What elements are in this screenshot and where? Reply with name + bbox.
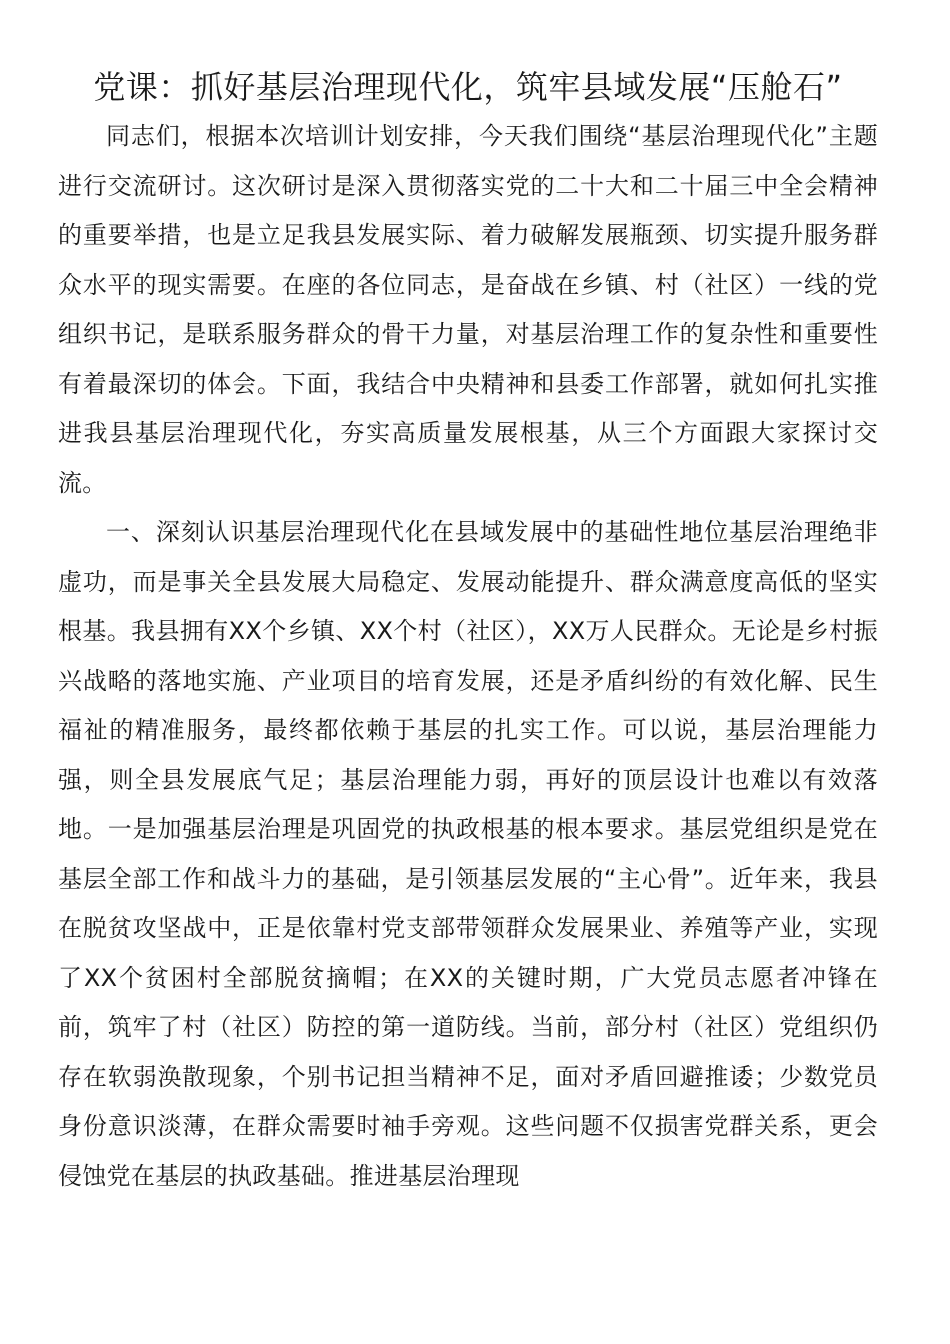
paragraph-section-one: 一、深刻认识基层治理现代化在县域发展中的基础性地位基层治理绝非虚功，而是事关全县发展大局稳定、发展动能提升、群众满意度高低的坚实根基。我县拥有XX个乡镇、XX个村（社区），XX万人民群众。无论是乡村振兴战略的落地实施、产业项目的培育发展，还是矛盾纠纷的有效化解、民生福祉的精准服务，最终都依赖于基层的扎实工作。可以说，基层治理能力强，则全县发展底气足；基层治理能力弱，再好的顶层设计也难以有效落地。一是加强基层治理是巩固党的执政根基的根本要求。基层党组织是党在基层全部工作和战斗力的基础，是引领基层发展的“主心骨”。近年来，我县在脱贫攻坚战中，正是依靠村党支部带领群众发展果业、养殖等产业，实现了XX个贫困村全部脱贫摘帽；在XX的关键时期，广大党员志愿者冲锋在前，筑牢了村（社区）防控的第一道防线。当前，部分村（社区）党组织仍存在软弱涣散现象，个别书记担当精神不足，面对矛盾回避推诿；少数党员身份意识淡薄，在群众需要时袖手旁观。这些问题不仅损害党群关系，更会侵蚀党在基层的执政基础。推进基层治理现 [58, 518, 878, 1190]
paragraph-intro: 同志们，根据本次培训计划安排，今天我们围绕“基层治理现代化”主题进行交流研讨。这次研讨是深入贯彻落实党的二十大和二十届三中全会精神的重要举措，也是立足我县发展实际、着力破解发展瓶颈、切实提升服务群众水平的现实需要。在座的各位同志，是奋战在乡镇、村（社区）一线的党组织书记，是联系服务群众的骨干力量，对基层治理工作的复杂性和重要性有着最深切的体会。下面，我结合中央精神和县委工作部署，就如何扎实推进我县基层治理现代化，夯实高质量发展根基，从三个方面跟大家探讨交流。 [58, 122, 878, 497]
document-page [58, 62, 878, 1201]
document-title: 党课：抓好基层治理现代化，筑牢县域发展“压舱石” [93, 68, 843, 106]
